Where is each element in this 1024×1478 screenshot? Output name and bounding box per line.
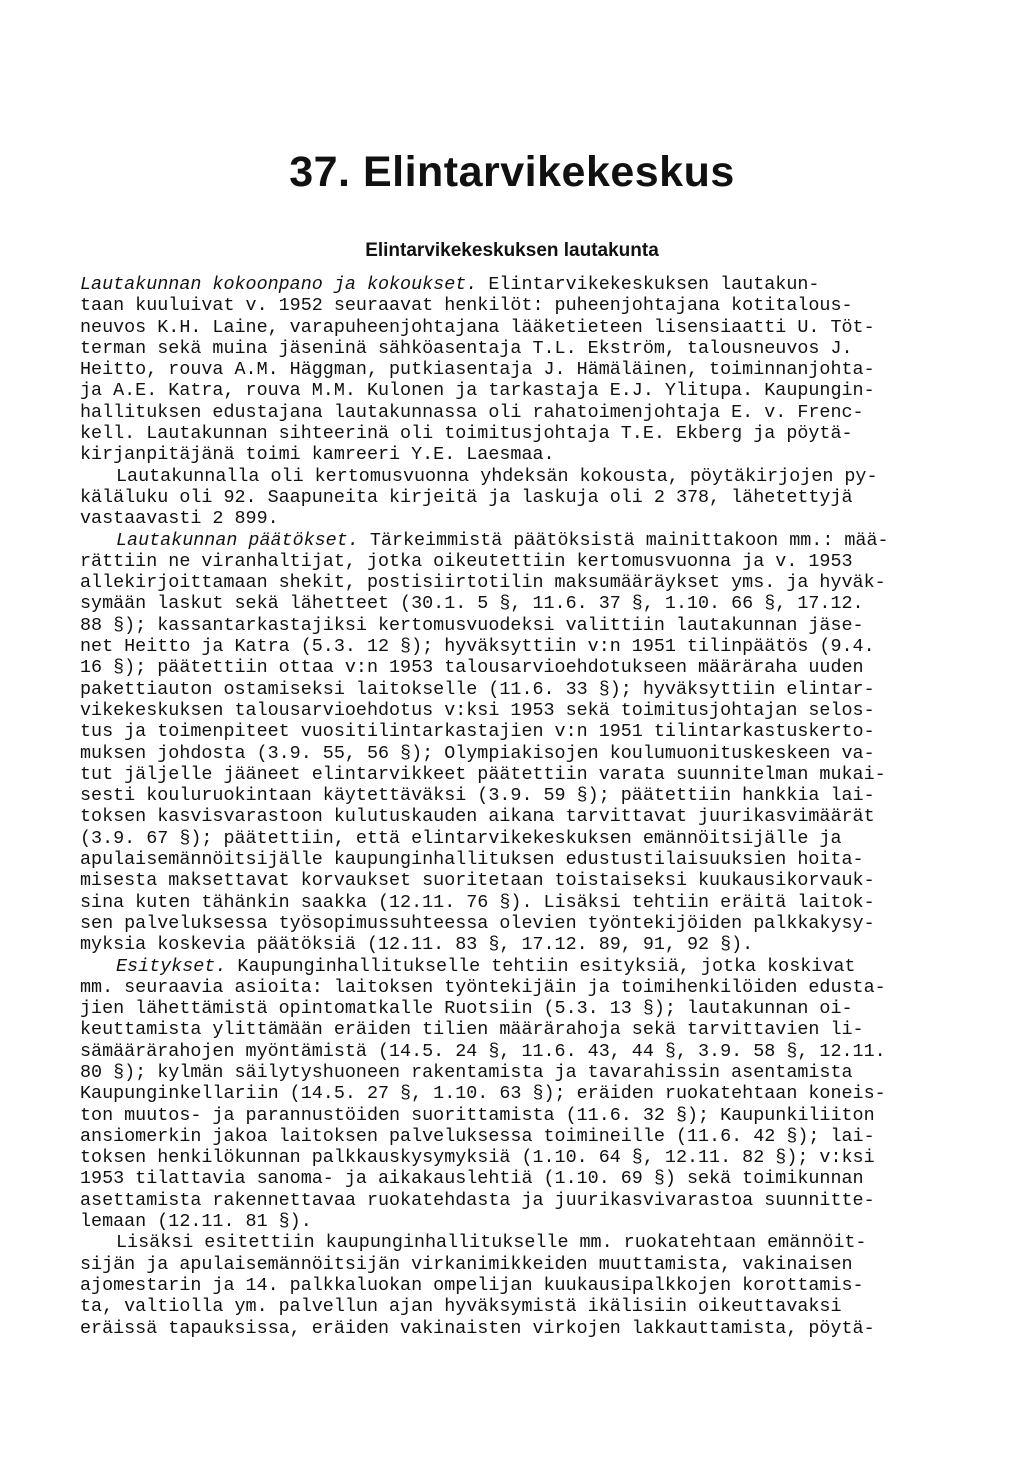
text-line [80, 1041, 970, 1062]
text-line [80, 1126, 970, 1147]
line-text: 16 §); päätettiin ottaa v:n 1953 talousarvioehdotukseen määräraha uuden [80, 657, 864, 679]
line-text: asettamista rakennettavaa ruokatehdasta ja juurikasvivarastoa suunnitte- [80, 1189, 875, 1211]
body-text [80, 274, 970, 1339]
line-text: sesti kouluruokintaan käytettäväksi (3.9. 59 §); päätettiin hankkia lai- [80, 785, 875, 807]
line-text: lemaan (12.11. 81 §). [80, 1211, 312, 1233]
line-text: Elintarvikekeskuksen lautakun- [477, 274, 820, 295]
text-line [80, 828, 970, 849]
text-line [80, 317, 970, 338]
line-text: allekirjoittamaan shekit, postisiirtotilin maksumääräykset yms. ja hyväk- [80, 572, 886, 594]
line-text: kirjanpitäjänä toimi kamreeri Y.E. Laesmaa. [80, 444, 555, 466]
line-text: toksen henkilökunnan palkkauskysymyksiä (1.10. 64 §, 12.11. 82 §); v:ksi [80, 1147, 875, 1169]
text-line [80, 1147, 970, 1168]
line-text: Lisäksi esitettiin kaupunginhallitukselle mm. ruokatehtaan emännöit- [116, 1232, 867, 1254]
text-line [80, 1190, 970, 1211]
text-line [80, 593, 970, 614]
line-text: vikekeskuksen talousarvioehdotus v:ksi 1953 sekä toimitusjohtajan selos- [80, 699, 875, 721]
line-text: neuvos K.H. Laine, varapuheenjohtajana lääketieteen lisensiaatti U. Töt- [80, 316, 875, 338]
line-text: 88 §); kassantarkastajiksi kertomusvuodeksi valittiin lautakunnan jäse- [80, 614, 864, 636]
text-line [80, 487, 970, 508]
text-line [80, 615, 970, 636]
text-line [80, 913, 970, 934]
text-line [80, 572, 970, 593]
line-text: Kaupunginkellariin (14.5. 27 §, 1.10. 63 §); eräiden ruokatehtaan koneis- [80, 1083, 886, 1105]
text-line [80, 1296, 970, 1317]
text-line [80, 274, 970, 295]
text-line [80, 998, 970, 1019]
text-line [80, 1275, 970, 1296]
text-line [80, 338, 970, 359]
text-line [80, 721, 970, 742]
line-text: rättiin ne viranhaltijat, jotka oikeutettiin kertomusvuonna ja v. 1953 [80, 550, 853, 572]
text-line [80, 1168, 970, 1189]
line-text: muksen johdosta (3.9. 55, 56 §); Olympiakisojen koulumuonituskeskeen va- [80, 742, 875, 764]
chapter-title: 37. Elintarvikekeskus [289, 148, 735, 196]
line-text: sämäärärahojen myöntämistä (14.5. 24 §, 11.6. 43, 44 §, 3.9. 58 §, 12.11. [80, 1040, 886, 1062]
line-text: hallituksen edustajana lautakunnassa oli rahatoimenjohtaja E. v. Frenc- [80, 401, 864, 423]
text-line [80, 551, 970, 572]
text-line [80, 295, 970, 316]
text-line [80, 359, 970, 380]
line-text: misesta maksettavat korvaukset suoritetaan toistaiseksi kuukausikorvauk- [80, 870, 875, 892]
text-line [80, 1019, 970, 1040]
line-text: terman sekä muina jäseninä sähköasentaja T.L. Ekström, talousneuvos J. [80, 337, 853, 359]
text-line [80, 466, 970, 487]
line-text: jien lähettämistä opintomatkalle Ruotsiin (5.3. 13 §); lautakunnan oi- [80, 998, 853, 1020]
text-line [80, 806, 970, 827]
text-line [80, 1211, 970, 1232]
text-line [80, 870, 970, 891]
line-text: toksen kasvisvarastoon kulutuskauden aikana tarvittavat juurikasvimäärät [80, 806, 875, 828]
text-line [80, 1062, 970, 1083]
text-line [80, 1318, 970, 1339]
text-line [80, 444, 970, 465]
text-line [80, 1232, 970, 1253]
line-text: tus ja toimenpiteet vuositilintarkastajien v:n 1951 tilintarkastuskerto- [80, 721, 875, 743]
text-line [80, 636, 970, 657]
text-line [80, 1254, 970, 1275]
section-title: Elintarvikekeskuksen lautakunta [365, 240, 659, 261]
line-text: 1953 tilattavia sanoma- ja aikakauslehtiä (1.10. 69 §) sekä toimikunnan [80, 1168, 864, 1190]
line-text: kell. Lautakunnan sihteerinä oli toimitusjohtaja T.E. Ekberg ja pöytä- [80, 423, 853, 445]
line-text: Lautakunnalla oli kertomusvuonna yhdeksän kokousta, pöytäkirjojen py- [116, 465, 878, 487]
text-line [80, 1105, 970, 1126]
text-line [80, 956, 970, 977]
line-text: net Heitto ja Katra (5.3. 12 §); hyväksyttiin v:n 1951 tilinpäätös (9.4. [80, 636, 875, 658]
line-text: myksia koskevia päätöksiä (12.11. 83 §, 17.12. 89, 91, 92 §). [80, 934, 754, 956]
text-line [80, 977, 970, 998]
line-text: sina kuten tähänkin saakka (12.11. 76 §). Lisäksi tehtiin eräitä laitok- [80, 891, 875, 913]
line-text: symään laskut sekä lähetteet (30.1. 5 §, 11.6. 37 §, 1.10. 66 §, 17.12. [80, 593, 864, 615]
text-line [80, 380, 970, 401]
line-text: keuttamista ylittämään eräiden tilien määrärahoja sekä tarvittavien li- [80, 1019, 864, 1041]
text-line [80, 700, 970, 721]
line-text: mm. seuraavia asioita: laitoksen työntekijäin ja toimihenkilöiden edusta- [80, 976, 886, 998]
line-text: apulaisemännöitsijälle kaupunginhallituksen edustustilaisuuksien hoita- [80, 849, 864, 871]
line-text: Kaupunginhallitukselle tehtiin esityksiä, jotka koskivat [226, 955, 856, 977]
text-line [80, 743, 970, 764]
text-line [80, 657, 970, 678]
line-text: sijän ja apulaisemännöitsijän virkanimikkeiden muuttamista, vakinaisen [80, 1253, 853, 1275]
text-line [80, 508, 970, 529]
line-text: taan kuuluivat v. 1952 seuraavat henkilöt: puheenjohtajana kotitalous- [80, 295, 853, 317]
text-line [80, 934, 970, 955]
text-line [80, 849, 970, 870]
text-line [80, 1083, 970, 1104]
text-line [80, 892, 970, 913]
text-line [80, 423, 970, 444]
line-text: pakettiauton ostamiseksi laitokselle (11.6. 33 §); hyväksyttiin elintar- [80, 678, 875, 700]
paragraph-lead: Lautakunnan kokoonpano ja kokoukset. [80, 274, 478, 295]
line-text: eräissä tapauksissa, eräiden vakinaisten virkojen lakkauttamista, pöytä- [80, 1317, 875, 1339]
text-line [80, 764, 970, 785]
line-text: ton muutos- ja parannustöiden suorittamista (11.6. 32 §); Kaupunkiliiton [80, 1104, 875, 1126]
paragraph-lead: Lautakunnan päätökset. [116, 529, 359, 551]
line-text: 80 §); kylmän säilytyshuoneen rakentamista ja tavarahissin asentamista [80, 1061, 853, 1083]
line-text: tut jäljelle jääneet elintarvikkeet päätettiin varata suunnitelman mukai- [80, 763, 886, 785]
text-line [80, 530, 970, 551]
line-text: Heitto, rouva A.M. Häggman, putkiasentaja J. Hämäläinen, toiminnanjohta- [80, 359, 875, 381]
text-line [80, 785, 970, 806]
text-line [80, 679, 970, 700]
line-text: ja A.E. Katra, rouva M.M. Kulonen ja tarkastaja E.J. Ylitupa. Kaupungin- [80, 380, 875, 402]
paragraph-lead: Esitykset. [116, 955, 227, 977]
line-text: Tärkeimmistä päätöksistä mainittakoon mm.: mää- [358, 529, 889, 551]
line-text: (3.9. 67 §); päätettiin, että elintarvikekeskuksen emännöitsijälle ja [80, 827, 842, 849]
line-text: käläluku oli 92. Saapuneita kirjeitä ja laskuja oli 2 378, lähetettyjä [80, 486, 853, 508]
line-text: ajomestarin ja 14. palkkaluokan ompelijan kuukausipalkkojen korottamis- [80, 1274, 864, 1296]
line-text: sen palveluksessa työsopimussuhteessa olevien työntekijöiden palkkakysy- [80, 912, 875, 934]
text-line [80, 402, 970, 423]
line-text: ansiomerkin jakoa laitoksen palveluksessa toimineille (11.6. 42 §); lai- [80, 1125, 875, 1147]
line-text: vastaavasti 2 899. [80, 508, 279, 530]
line-text: ta, valtiolla ym. palvellun ajan hyväksymistä ikälisiin oikeuttavaksi [80, 1296, 842, 1318]
